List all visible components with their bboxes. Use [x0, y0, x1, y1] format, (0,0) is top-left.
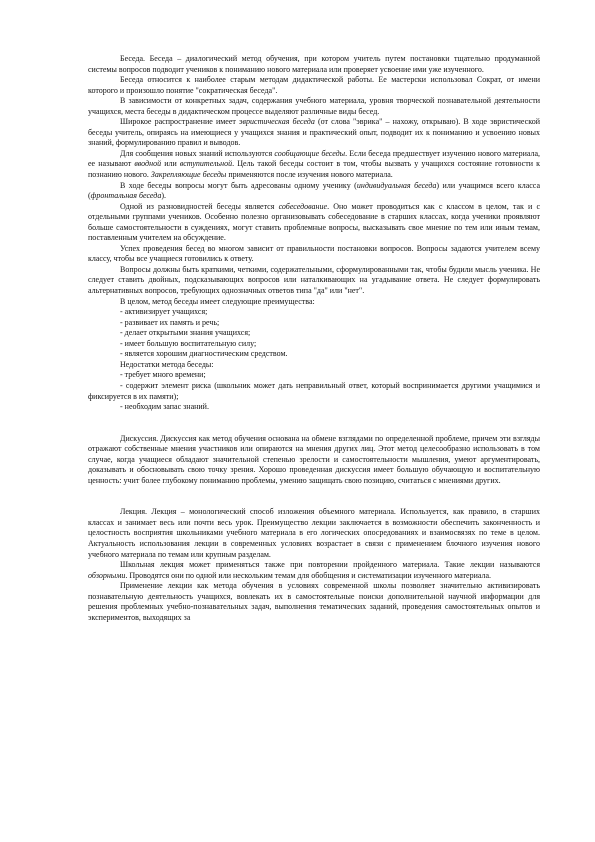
- list-heading: Недостатки метода беседы:: [120, 359, 214, 369]
- paragraph: Применение лекции как метода обучения в условиях современной школы позволяет значительно активизировать познавательную деятельность учащихся, вовлекать их в самостоятельные поиски дополнительной научной информации для решения проблемных учебно-познавательных задач, выполнения тематических заданий, проведения самостоятельных опытов и экспериментов, выходящих за: [88, 581, 540, 622]
- list-item: - имеет большую воспитательную силу;: [120, 338, 257, 348]
- paragraph: Лекция. Лекция – монологический способ изложения объемного материала. Используется, как правило, в старших классах и занимает весь или почти весь урок. Преимущество лекции заключается в возможности обеспечить законченность и целостность восприятия школьниками учебного материала в его логических опосредованиях и взаимосвязях по теме в целом. Актуальность использования лекции в современных условиях возрастает в связи с применением блочного изучения нового учебного материала по темам или крупным разделам.: [88, 507, 540, 559]
- list-item: - содержит элемент риска (школьник может дать неправильный ответ, который воспринимается другими учащимися и фиксируется в их памяти);: [88, 380, 540, 401]
- paragraph: Беседа. Беседа – диалогический метод обучения, при котором учитель путем постановки тщательно продуманной системы вопросов подводит учеников к пониманию нового материала или проверяет усвоение ими уже изученного.: [88, 54, 540, 74]
- paragraph: В зависимости от конкретных задач, содержания учебного материала, уровня творческой познавательной деятельности учащихся, места беседы в дидактическом процессе выделяют различные виды бесед.: [88, 96, 540, 116]
- spacer: [88, 486, 540, 507]
- list-item: - требует много времени;: [120, 370, 206, 380]
- paragraph: Для сообщения новых знаний используются сообщающие беседы. Если беседа предшествует изучению нового материала, ее называют вводной или вступительной. Цель такой беседы состоит в том, чтобы вызвать у учащихся состояние готовности к познанию нового. Закрепляющие беседы применяются после изучения нового материала.: [88, 148, 541, 180]
- paragraph: Успех проведения бесед во многом зависит от правильности постановки вопросов. Вопросы задаются учителем всему классу, чтобы все учащиеся готовились к ответу.: [88, 243, 540, 264]
- list-item: - активизирует учащихся;: [120, 307, 208, 317]
- list-heading: В целом, метод беседы имеет следующие преимущества:: [120, 296, 315, 306]
- spacer: [88, 413, 540, 434]
- paragraph: Школьная лекция может применяться также при повторении пройденного материала. Такие лекции называются обзорными. Проводятся они по одной или нескольким темам для обобщения и систематизации изученного материала.: [88, 560, 540, 580]
- list-item: - делает открытыми знания учащихся;: [120, 328, 251, 338]
- paragraph: Вопросы должны быть краткими, четкими, содержательными, сформулированными так, чтобы будили мысль ученика. Не следует ставить двойных, подсказывающих вопросов или наталкивающих на угадывание ответа. Не следует формулировать альтернативных вопросов, требующих однозначных ответов типа "да" или "нет".: [88, 264, 540, 296]
- paragraph: Беседа относится к наиболее старым методам дидактической работы. Ее мастерски использовал Сократ, от имени которого и произошло понятие "сократическая беседа".: [88, 75, 540, 95]
- list-item: - необходим запас знаний.: [120, 402, 209, 412]
- list-item: - является хорошим диагностическим средством.: [120, 349, 288, 359]
- list-item: - развивает их память и речь;: [120, 317, 220, 327]
- paragraph: Широкое распространение имеет эвристическая беседа (от слова "эврика" – нахожу, открываю). В ходе эвристической беседы учитель, опираясь на имеющиеся у учащихся знания и практический опыт, подводит их к пониманию и усвоению новых знаний, формулированию правил и выводов.: [88, 117, 540, 148]
- paragraph: В ходе беседы вопросы могут быть адресованы одному ученику (индивидуальная беседа) или учащимся всего класса (фронтальная беседа).: [88, 180, 541, 201]
- paragraph: Одной из разновидностей беседы является собеседование. Оно может проводиться как с классом в целом, так и с отдельными группами учеников. Особенно полезно организовывать собеседование в старших классах, когда ученики проявляют больше самостоятельности в суждениях, могут ставить проблемные вопросы, высказывать свое мнение по тем или иным темам, поставленным учителем на обсуждение.: [88, 201, 540, 243]
- paragraph: Дискуссия. Дискуссия как метод обучения основана на обмене взглядами по определенной проблеме, причем эти взгляды отражают собственные мнения участников или опираются на мнения других лиц. Этот метод целесообразно использовать в том случае, когда учащиеся обладают значительной степенью зрелости и самостоятельности мышления, умеют аргументировать, доказывать и обосновывать свою точку зрения. Хорошо проведенная дискуссия имеет большую обучающую и воспитательную ценность: учит более глубокому пониманию проблемы, умению защищать свою позицию, считаться с мнениями других.: [88, 433, 540, 485]
